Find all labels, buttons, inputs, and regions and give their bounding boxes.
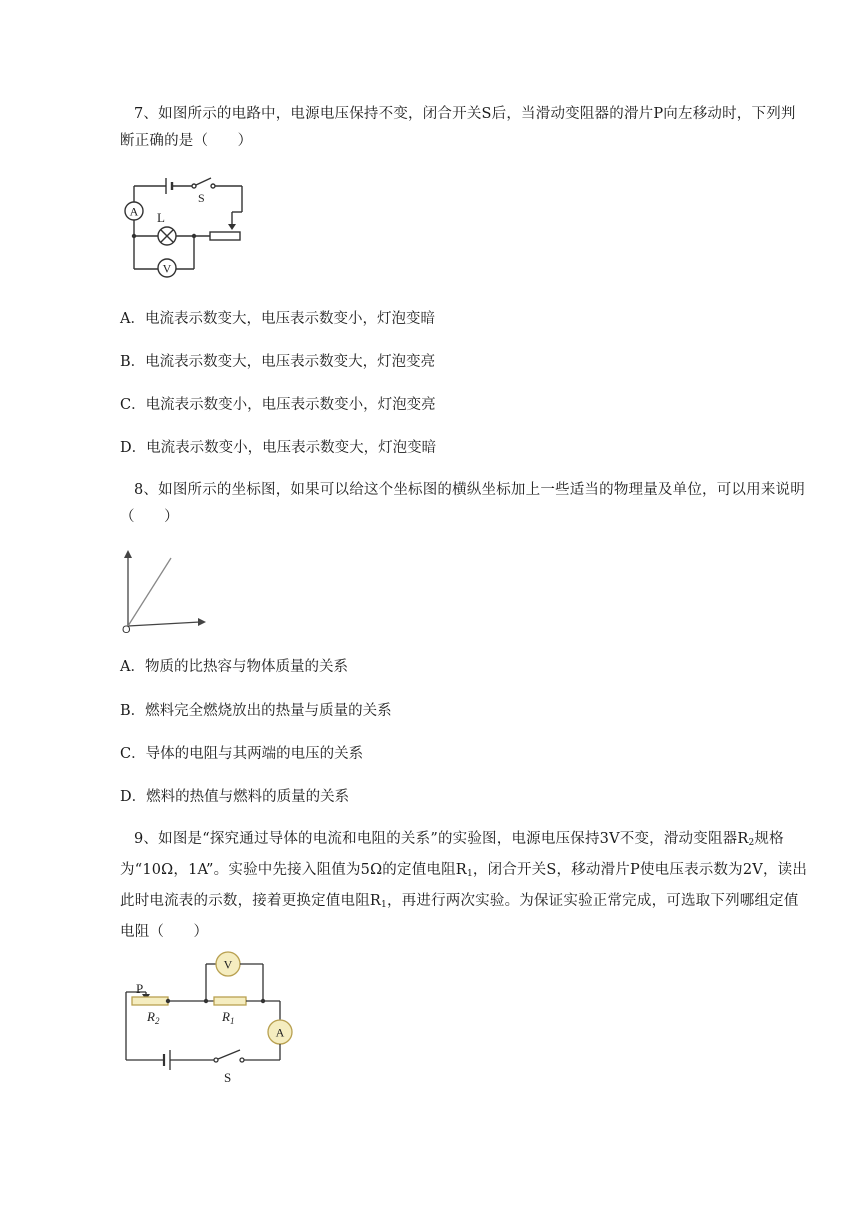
voltmeter-label: V — [162, 261, 172, 276]
coordinate-graph-q8 — [114, 546, 214, 640]
question-9-stem: 9、如图是“探究通过导体的电流和电阻的关系”的实验图，电源电压保持3V不变，滑动变阻器$R_2$规格为“10Ω，1A”。实验中先接入阻值为5Ω的定值电阻$R_1$，闭合开关S，移动滑片P使电压表示数为2V，读出此时电流表的示数，接着更换定值电阻$R_1$，再进行两次实验。为保证实验正常完成，可选取下列哪组定值电阻（ ） — [120, 831, 808, 940]
question-7-option-d: D．电流表示数变小，电压表示数变大，灯泡变暗 — [120, 440, 437, 456]
r2-label: $R_2$ — [147, 1009, 160, 1026]
lamp-label: L — [157, 210, 165, 225]
switch-label: S — [198, 191, 205, 205]
circuit-diagram-q9 — [118, 948, 298, 1084]
question-8-stem: 8、如图所示的坐标图，如果可以给这个坐标图的横纵坐标加上一些适当的物理量及单位，可以用来说明（ ） — [120, 482, 805, 525]
r1-label: $R_1$ — [222, 1009, 235, 1026]
question-7-option-b: B．电流表示数变大，电压表示数变大，灯泡变亮 — [120, 354, 436, 370]
switch-label: S — [224, 1070, 232, 1084]
question-8-option-d: D．燃料的热值与燃料的质量的关系 — [120, 789, 350, 805]
question-8-option-b: B．燃料完全燃烧放出的热量与质量的关系 — [120, 703, 392, 719]
question-7-stem: 7、如图所示的电路中，电源电压保持不变，闭合开关S后，当滑动变阻器的滑片P向左移动时，下列判断正确的是（ ） — [120, 106, 796, 149]
ammeter-label: A — [129, 204, 139, 219]
circuit-diagram-q7 — [118, 172, 278, 290]
question-8-option-a: A．物质的比热容与物体质量的关系 — [120, 659, 348, 675]
question-8-option-c: C．导体的电阻与其两端的电压的关系 — [120, 746, 364, 762]
voltmeter-label: V — [223, 957, 233, 972]
ammeter-label: A — [275, 1025, 285, 1040]
question-7-option-a: A．电流表示数变大，电压表示数变小，灯泡变暗 — [120, 311, 435, 327]
slider-p-label: P — [136, 981, 144, 996]
question-7-option-c: C．电流表示数变小，电压表示数变小，灯泡变亮 — [120, 397, 436, 413]
origin-label: O — [122, 624, 131, 636]
